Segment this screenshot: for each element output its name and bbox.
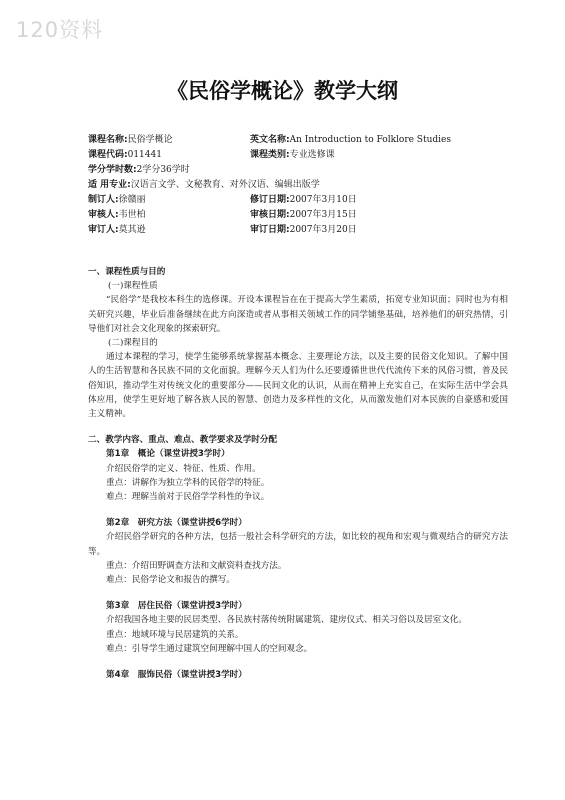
course-type-label: 课程类别: bbox=[250, 150, 290, 160]
course-code: 011441 bbox=[127, 150, 162, 160]
section-heading: 一、课程性质与目的 bbox=[88, 267, 166, 277]
paragraph: “民俗学”是我校本科生的选修课。开设本课程旨在在于提高大学生素质，拓宽专业知识面；同时也为有相关研究兴趣，毕业后准备继续在此方向深造或者从事相关领域工作的同学铺垫基础，培养他们的研究热情，引导他们对社会文化现象的探索研究。 bbox=[88, 295, 508, 334]
revise-date-label: 修订日期: bbox=[250, 195, 290, 205]
majors-label: 适 用专业: bbox=[88, 180, 131, 190]
credits-label: 学分学时数: bbox=[88, 165, 137, 175]
chapter-title: 第1章 概论（课堂讲授3学时） bbox=[106, 449, 230, 460]
approver: 莫其逊 bbox=[118, 225, 146, 235]
approve-date: 2007年3月20日 bbox=[289, 225, 357, 235]
english-name: An Introduction to Folklore Studies bbox=[289, 135, 451, 145]
paragraph: 通过本课程的学习，使学生能够系统掌握基本概念、主要理论方法，以及主要的民俗文化知识。了解中国人的生活智慧和各民族不同的文化面貌。理解今天人们为什么还要遵循世世代代流传下来的风俗习惯，普及民俗知识，推动学生对传统文化的重要部分——民间文化的认识，从而在精神上充实自己，在实际生活中学会具体应用，使学生更好地了解各族人民的智慧、创造力及多样性的文化，从而激发他们对本民族的自豪感和爱国主义精神。 bbox=[88, 352, 508, 420]
chapter-point: 重点：介绍田野调查方法和文献资料查找方法。 bbox=[106, 560, 287, 571]
subsection-heading: (一)课程性质 bbox=[108, 281, 158, 292]
chapter-title: 第4章 服饰民俗（课堂讲授3学时） bbox=[106, 670, 247, 681]
chapter-point: 难点：引导学生通过建筑空间理解中国人的空间观念。 bbox=[106, 643, 313, 654]
majors: 汉语言文学、文秘教育、对外汉语、编辑出版学 bbox=[130, 180, 320, 190]
subsection-heading: (二)课程目的 bbox=[108, 338, 158, 349]
page-title: 《民俗学概论》教学大纲 bbox=[167, 79, 398, 103]
chapter-point: 难点：理解当前对于民俗学学科性的争议。 bbox=[106, 492, 270, 503]
reviewer: 韦世柏 bbox=[118, 210, 146, 220]
english-name-label: 英文名称: bbox=[250, 135, 290, 145]
author-label: 制订人: bbox=[88, 195, 119, 205]
info-row-reviewer bbox=[88, 208, 508, 223]
chapter-intro: 介绍民俗学研究的各种方法，包括一般社会科学研究的方法，如比较的视角和宏观与微观结合的研究方法等。 bbox=[88, 532, 508, 557]
approver-label: 审订人: bbox=[88, 225, 119, 235]
info-row-author bbox=[88, 193, 508, 208]
course-type: 专业选修课 bbox=[289, 150, 335, 160]
section-heading: 二、教学内容、重点、难点、教学要求及学时分配 bbox=[88, 435, 278, 446]
chapter-title: 第3章 居住民俗（课堂讲授3学时） bbox=[106, 601, 247, 612]
reviewer-label: 审核人: bbox=[88, 210, 119, 220]
approve-date-label: 审订日期: bbox=[250, 225, 290, 235]
review-date-label: 审核日期: bbox=[250, 210, 290, 220]
chapter-list bbox=[88, 447, 508, 682]
course-name: 民俗学概论 bbox=[127, 135, 173, 145]
info-row-code bbox=[88, 148, 508, 163]
chapter-point: 难点：民俗学论文和报告的撰写。 bbox=[106, 575, 235, 586]
watermark: 120资料 bbox=[16, 18, 104, 42]
info-row-approver bbox=[88, 223, 508, 238]
chapter-intro: 介绍民俗学的定义、特征、性质、作用。 bbox=[106, 463, 261, 474]
credits: 2学分36学时 bbox=[136, 165, 190, 175]
course-name-label: 课程名称: bbox=[88, 135, 128, 145]
course-code-label: 课程代码: bbox=[88, 150, 128, 160]
syllabus-body bbox=[88, 265, 508, 682]
review-date: 2007年3月15日 bbox=[289, 210, 357, 220]
revise-date: 2007年3月10日 bbox=[289, 195, 357, 205]
info-row-credits bbox=[88, 163, 508, 178]
author: 徐赣丽 bbox=[118, 195, 146, 205]
chapter-point: 重点：地域环境与民居建筑的关系。 bbox=[106, 629, 244, 640]
info-row-majors bbox=[88, 178, 508, 193]
chapter-title: 第2章 研究方法（课堂讲授6学时） bbox=[106, 518, 247, 529]
info-row-name bbox=[88, 133, 508, 148]
course-info bbox=[88, 133, 508, 238]
chapter-point: 重点：讲解作为独立学科的民俗学的特征。 bbox=[106, 477, 270, 488]
chapter-intro: 介绍我国各地主要的民居类型、各民族村落传统附属建筑、建房仪式、相关习俗以及居室文化。 bbox=[106, 615, 467, 626]
